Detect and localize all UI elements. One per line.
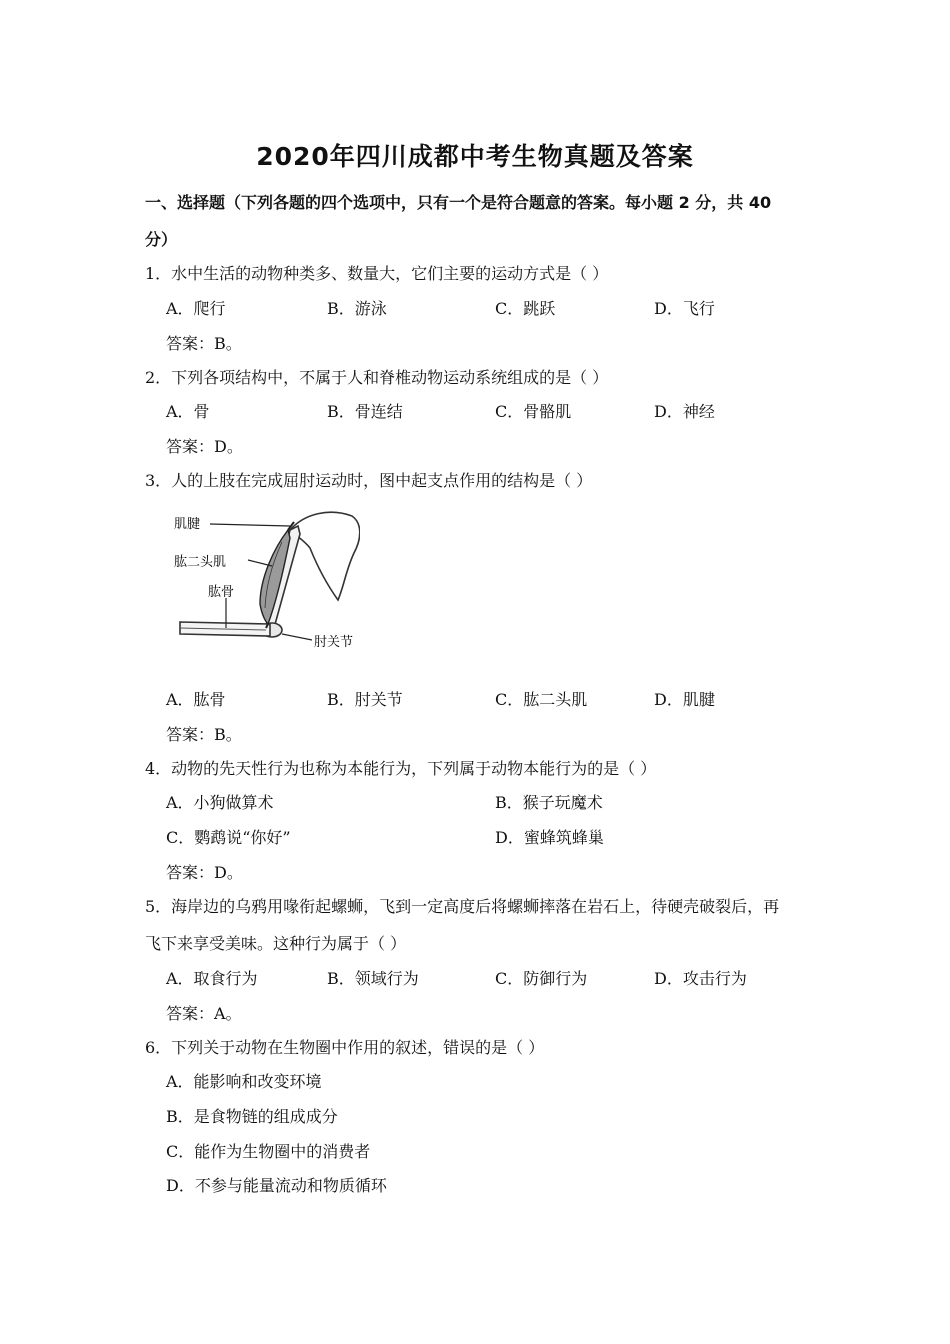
question-5-option-d: D．攻击行为: [654, 969, 747, 988]
leader-line-biceps: [248, 560, 272, 566]
question-5-stem-line1: 5．海岸边的乌鸦用喙衔起螺蛳，飞到一定高度后将螺蛳摔落在岩石上，待硬壳破裂后，再: [145, 897, 780, 916]
question-5-option-c: C．防御行为: [495, 969, 588, 988]
question-4-option-d: D．蜜蜂筑蜂巢: [495, 828, 604, 847]
question-2-option-a: A．骨: [166, 402, 210, 421]
question-6-stem: 6．下列关于动物在生物圈中作用的叙述，错误的是（ ）: [145, 1038, 545, 1057]
question-4-option-b: B．猴子玩魔术: [495, 793, 603, 812]
question-3-option-c: C．肱二头肌: [495, 690, 588, 709]
question-1-stem: 1．水中生活的动物种类多、数量大，它们主要的运动方式是（ ）: [145, 264, 609, 283]
question-2-option-d: D．神经: [654, 402, 715, 421]
section-heading-line2: 分）: [145, 230, 178, 249]
question-1-option-a: A．爬行: [166, 299, 226, 318]
question-3-stem: 3．人的上肢在完成屈肘运动时，图中起支点作用的结构是（ ）: [145, 471, 593, 490]
question-3-option-d: D．肌腱: [654, 690, 715, 709]
question-4-option-c: C．鹦鹉说“你好”: [166, 828, 291, 847]
question-3-option-a: A．肱骨: [166, 690, 226, 709]
question-2-option-b: B．骨连结: [327, 402, 403, 421]
leader-line-tendon: [210, 524, 290, 526]
question-6-option-c: C．能作为生物圈中的消费者: [166, 1142, 371, 1161]
question-4-answer: 答案：D。: [166, 863, 243, 882]
page-title: 2020年四川成都中考生物真题及答案: [256, 142, 694, 171]
question-6-option-b: B．是食物链的组成成分: [166, 1107, 338, 1126]
question-6-option-d: D．不参与能量流动和物质循环: [166, 1176, 387, 1195]
label-humerus: 肱骨: [208, 585, 235, 600]
question-5-stem-line2: 飞下来享受美味。这种行为属于（ ）: [145, 934, 407, 953]
question-1-answer: 答案：B。: [166, 334, 242, 353]
question-3-answer: 答案：B。: [166, 725, 242, 744]
question-1-option-c: C．跳跃: [495, 299, 556, 318]
question-2-option-c: C．骨骼肌: [495, 402, 572, 421]
question-5-option-b: B．领域行为: [327, 969, 419, 988]
label-biceps: 肱二头肌: [174, 555, 227, 570]
question-5-answer: 答案：A。: [166, 1004, 242, 1023]
question-2-answer: 答案：D。: [166, 437, 243, 456]
question-1-option-b: B．游泳: [327, 299, 387, 318]
question-1-option-d: D．飞行: [654, 299, 715, 318]
label-elbow-joint: 肘关节: [314, 635, 354, 650]
section-heading-line1: 一、选择题（下列各题的四个选项中，只有一个是符合题意的答案。每小题 2 分，共 40: [145, 193, 772, 212]
question-2-stem: 2．下列各项结构中，不属于人和脊椎动物运动系统组成的是（ ）: [145, 368, 609, 387]
leader-line-elbow: [282, 634, 312, 640]
question-6-option-a: A．能影响和改变环境: [166, 1072, 322, 1091]
label-tendon: 肌腱: [174, 517, 201, 532]
question-5-option-a: A．取食行为: [166, 969, 258, 988]
arm-diagram: [170, 508, 360, 653]
question-4-option-a: A．小狗做算术: [166, 793, 274, 812]
question-3-option-b: B．肘关节: [327, 690, 403, 709]
scapula-shape: [290, 512, 360, 600]
question-4-stem: 4．动物的先天性行为也称为本能行为，下列属于动物本能行为的是（ ）: [145, 759, 657, 778]
